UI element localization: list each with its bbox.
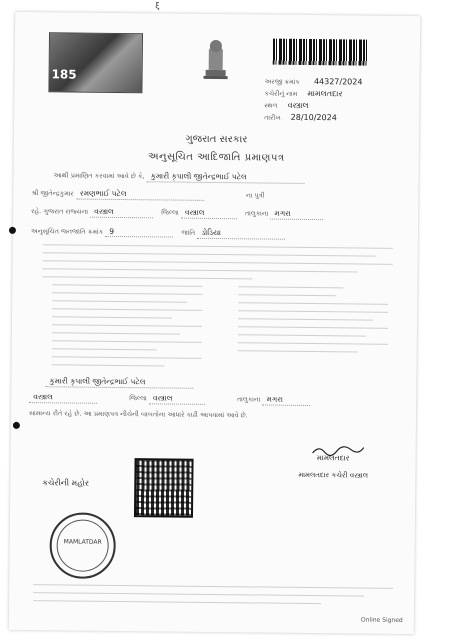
online-signed-label: Online Signed [360, 616, 403, 624]
issuer-row: કચેરીનું નામ મામલતદાર [264, 88, 343, 99]
closing-row [45, 376, 193, 389]
date-row: તારીખ 28/10/2024 [264, 112, 337, 123]
closing-residence-row: વસ્ત્રાલ જિલ્લા વસ્ત્રાલ તાલુકાના મગરા [29, 392, 310, 406]
government-title: ગુજરાત સરકાર [185, 133, 248, 146]
photo-number: 185 [51, 67, 77, 82]
applicant-photo [48, 32, 143, 93]
declaration: સામાન્ય રીતે રહે છે. આ પ્રમાણપત્ર નીચેની બાબતોના આધારે કાઢી આપવામાં આવે છે. [29, 409, 248, 420]
closing-name: કુમારી કૃપાલી જીતેન્દ્રભાઈ પટેલ [45, 376, 193, 389]
signature-office: મામલતદાર કચેરી વસ્ત્રાલ [298, 470, 369, 480]
footer-notes [33, 584, 393, 612]
parent-name: રમણભાઈ પટેલ [76, 189, 204, 201]
certificate-title: અનુસૂચિત આદિજાતિ પ્રમાણપત્ર [147, 151, 285, 164]
documents-list-right [238, 286, 389, 360]
schedule-row: અનુસૂચિત જનજાતિ ક્રમાંક 9 જાતિ ડોડિયા [31, 226, 285, 240]
documents-list-left [51, 284, 202, 374]
place-row: સ્થળ વસ્ત્રાલ [264, 100, 309, 110]
legal-text-block [42, 244, 392, 288]
barcode [273, 39, 368, 66]
certificate-page [9, 1, 420, 634]
cert-number-row: અરજી ક્રમાંક 44327/2024 [264, 77, 363, 87]
office-seal: MAMLATDAR [49, 512, 116, 579]
office-stamp-label: કચેરીની મહોર [42, 478, 90, 488]
binder-hole [13, 422, 20, 429]
signature-title: મામલતદાર [316, 453, 350, 463]
residence-row: રહે. ગુજરાત રાજ્યના વસ્ત્રાલ જિલ્લા વસ્ત્રાલ તાલુકાના મગરા [31, 206, 323, 220]
top-mark: ξ [155, 1, 160, 11]
national-emblem-icon [200, 32, 233, 84]
binder-hole [9, 227, 16, 234]
applicant-name: કુમારી કૃપાલી જીતેન્દ્રભાઈ પટેલ [147, 171, 305, 184]
qr-code [134, 458, 194, 518]
name-row: આથી પ્રમાણિત કરવામાં આવે છે કે, કુમારી કૃપાલી જીતેન્દ્રભાઈ પટેલ [53, 170, 304, 184]
parent-row: શ્રી જીતેન્દ્રકુમાર રમણભાઈ પટેલ ના પુત્રી [31, 188, 265, 200]
